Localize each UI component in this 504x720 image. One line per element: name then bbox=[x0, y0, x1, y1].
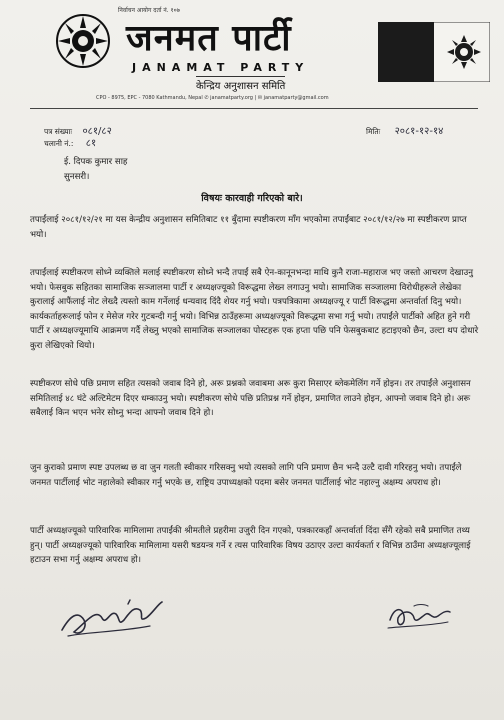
chalani-number: चलानी नं.: ८१ bbox=[44, 138, 97, 149]
committee-name: केन्द्रिय अनुशासन समिति bbox=[196, 76, 285, 92]
recipient-name: ई. दिपक कुमार साह bbox=[64, 157, 128, 167]
body-paragraph: जुन कुराको प्रमाण स्पष्ट उपलब्ध छ वा जुन गलती स्वीकार गरिसक्नु भयो त्यसको लागि पनि प्रमाण छैन भन्दै उल्टै दावी गरिरहनु भयो। तपाईंले जनमत पार्टीलाई भोट नहालेको स्वीकार गर्नु भएके छ, राष्ट्रिय उपाध्यक्षको पदमा बसेर जनमत पार्टीलाई भोट नहाल्नु अक्षम्य अपराध हो। bbox=[30, 463, 462, 488]
subject-line: विषयः कारवाही गरिएको बारे। bbox=[201, 193, 303, 204]
patra-value: ०८१/८२ bbox=[82, 126, 112, 137]
chalani-value: ८१ bbox=[85, 138, 97, 149]
signature-left bbox=[58, 596, 168, 644]
body-paragraph: तपाईंलाई २०८१/१२/२१ मा यस केन्द्रीय अनुशासन समितिबाट ११ बुँदामा स्पष्टीकरण माँग भएकोमा तपाईंबाट २०८१/१२/२७ मा स्पष्टीकरण प्राप्त भयो। bbox=[30, 215, 467, 240]
header-rule bbox=[30, 108, 478, 109]
body-paragraph: पार्टी अध्यक्षज्यूको पारिवारिक मामिलामा तपाईंकी श्रीमतीले प्रहरीमा उजुरी दिन गएको, पत्रकारकहाँ अन्तर्वार्ता दिंदा सँगै रहेको सबै प्रमाणित तथ्य हुन्। पार्टी अध्यक्षज्यूको पारिवारिक मामिलामा यसरी षडयन्त्र गर्ने र त्यस पारिवारिक विषय उठाएर उल्टा कार्यकर्ता र विभिन्न ठाउँमा अध्यक्षज्यूलाई हटाउन सभा गर्नु अक्षम्य अपराध हो। bbox=[30, 526, 471, 566]
date-value: २०८१-१२-१४ bbox=[394, 126, 444, 137]
body-paragraph: स्पष्टीकरण सोधे पछि प्रमाण सहित त्यसको जवाब दिने हो, अरू प्रश्नको जवाबमा अरू कुरा मिसाएर ब्लेकमेलिंग गर्ने होइन। तर तपाईंले अनुशासन समितिलाई ४८ घंटे अल्टिमेटम दिएर धम्काउनु भयो। स्पष्टीकरण सोधे पछि प्रतिप्रश्न गर्ने होइन, प्रमाणित लाउने होइन, आफ्नो जवाब दिने हो। अरू सबैलाई किन भएन भनेर सोध्नु भन्दा आफ्नो जवाब दिने हो। bbox=[30, 379, 471, 419]
party-logo-icon bbox=[52, 10, 114, 72]
letterhead bbox=[0, 0, 504, 112]
signature-right bbox=[384, 598, 454, 638]
body-paragraph: तपाईंलाई स्पष्टीकरण सोध्ने व्यक्तिले मलाई स्पष्टीकरण सोध्ने भन्दै तपाईं सबै ऐन-कानूनभन्दा माथि कुनै राजा-महाराज भए जस्तो आचरण देखाउनु भयो। फेसबुक सहितका सामाजिक सञ्जालमा पार्टी र अध्यक्षज्यूको विरूद्धमा लेख्न लगाउनु भयो। सामाजिक सञ्जालमा विरोधीहरूले लेखेका कुरालाई आफैंलाई नोट लेख्दै त्यस्तो काम गर्नेलाई धन्यवाद दिंदै शेयर गर्नु भयो। पत्रपत्रिकामा अध्यक्षज्यू र पार्टी विरूद्धमा अन्तर्वार्ता दिनु भयो। कार्यकर्ताहरूलाई फोन र मेसेज गरेर गुटबन्दी गर्नु भयो। विभिन्न ठाउँहरूमा अध्यक्षज्यूको विरूद्धमा सभा गर्नु भयो। तपाईंले पार्टीको अहित हुने गरी पार्टी र अध्यक्षज्यूमाथि आक्रमण गर्दै लेख्नु भएको सामाजिक सञ्जालका पोस्टहरू एक हप्ता पछि पनि फेसबुकबाट हटाइएको छैन, उल्टा थप दोधारे कुरा लेखिएको थियो। bbox=[30, 268, 479, 351]
patra-sankhya: पत्र संख्याः ०८१/८२ bbox=[44, 126, 112, 137]
registration-line: निर्वाचन आयोग दर्ता नं. १०७ bbox=[118, 7, 180, 14]
party-name-english: JANAMAT PARTY bbox=[132, 61, 310, 74]
recipient-place: सुनसरी। bbox=[64, 172, 90, 182]
date-field: मितिः २०८१-१२-१४ bbox=[366, 126, 444, 137]
party-flag-icon bbox=[378, 22, 490, 82]
contact-line: CPO - 8975, EPC - 7080 Kathmandu, Nepal ✆ janamatparty.org | ✉ janamatparty@gmail.com bbox=[96, 95, 329, 101]
party-name-nepali: जनमत पार्टी bbox=[126, 17, 292, 59]
